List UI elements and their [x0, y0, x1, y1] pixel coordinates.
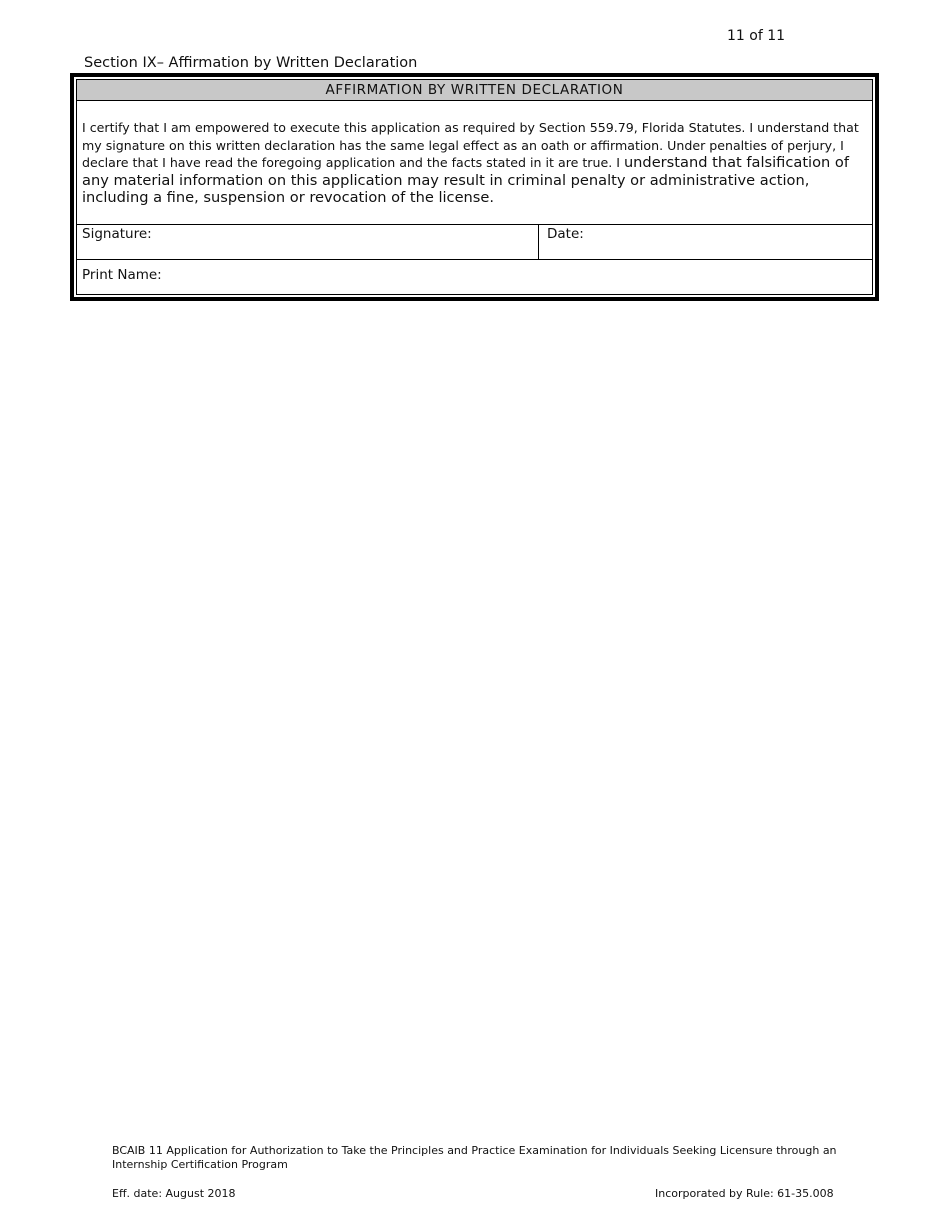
declaration-text-part2: understand that falsification of any material information on this application may result in criminal penalty or administrative action, including a fine, suspension or revocation of the license.: [82, 154, 849, 206]
footer-form-title: BCAIB 11 Application for Authorization to Take the Principles and Practice Examination for Individuals Seeking Licensure through an Internship Certification Program: [112, 1144, 837, 1171]
signature-field[interactable]: [77, 225, 539, 259]
declaration-text: [77, 101, 872, 225]
declaration-text-part1: I certify that I am empowered to execute this application as required by Section 559.79, Florida Statutes. I understand that my signature on this written declaration has the same legal effect as an oath or affirmation. Under penalties of perjury, I declare that I have read the foregoing application and the facts stated in it are true. I: [82, 120, 859, 170]
affirmation-form-inner: [76, 79, 873, 295]
footer-rule-reference: Incorporated by Rule: 61-35.008: [655, 1187, 834, 1200]
date-field[interactable]: [539, 225, 872, 259]
section-heading: Section IX– Affirmation by Written Declaration: [84, 55, 418, 71]
form-header: AFFIRMATION BY WRITTEN DECLARATION: [77, 80, 872, 101]
page-number: 11 of 11: [727, 28, 786, 44]
date-label: Date:: [547, 226, 584, 242]
affirmation-form: [70, 73, 879, 301]
signature-date-row: [77, 225, 872, 260]
print-name-label: Print Name:: [82, 267, 162, 283]
print-name-field[interactable]: [77, 260, 872, 294]
signature-label: Signature:: [82, 226, 152, 242]
footer-effective-date: Eff. date: August 2018: [112, 1187, 236, 1200]
